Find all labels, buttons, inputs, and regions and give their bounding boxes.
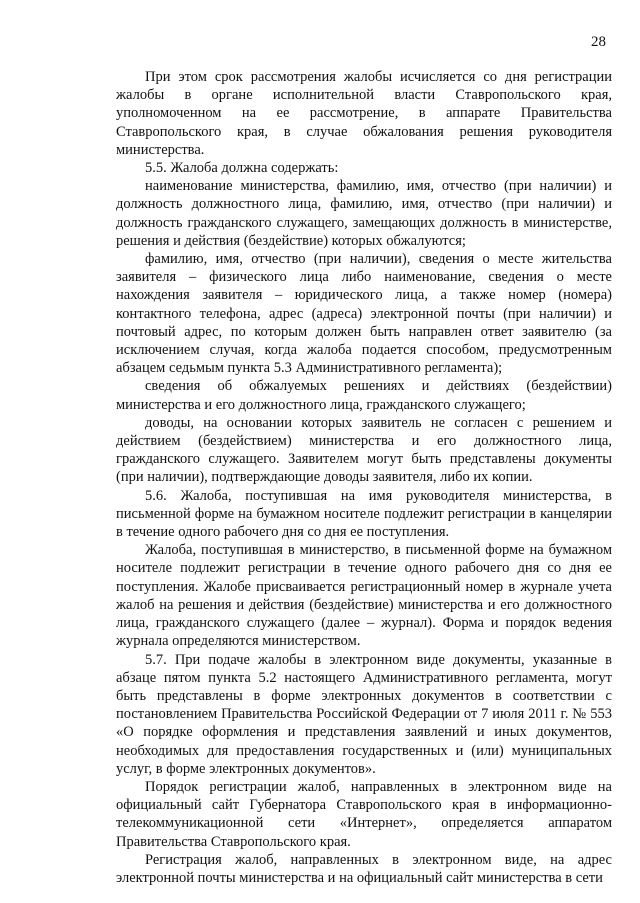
paragraph-5-7-electronic: 5.7. При подаче жалобы в электронном виде документы, указанные в абзаце пятом пункта 5.2 настоящего Административного регламента, могут быть представлены в форме электронных документов в соответствии с постановлением Правительства Российской Федерации от 7 июля 2011 г. № 553 «О порядке оформления и представления заявлений и иных документов, необходимых для предоставления государственных и (или) муниципальных услуг, в форме электронных документов». [116, 651, 612, 777]
paragraph-appealed-decisions: сведения об обжалуемых решениях и действиях (бездействии) министерства и его должностного лица, гражданского служащего; [116, 378, 612, 413]
paragraph-ministry-name: наименование министерства, фамилию, имя, отчество (при наличии) и должность должностного лица, фамилию, имя, отчество (при наличии) и должность гражданского служащего, замещающих должность в министерстве, решения и действия (бездействие) которых обжалуются; [116, 178, 612, 249]
paragraph-5-6-registration: 5.6. Жалоба, поступившая на имя руководителя министерства, в письменной форме на бумажном носителе подлежит регистрации в канцелярии в течение одного рабочего дня со дня ее поступления. [116, 487, 612, 541]
paragraph-journal: Жалоба, поступившая в министерство, в письменной форме на бумажном носителе подлежит регистрации в течение одного рабочего дня со дня ее поступления. Жалобе присваивается регистрационный номер в журнале учета жалоб на решения и действия (бездействие) министерства и его должностного лица, гражданского служащего (далее – журнал). Форма и порядок ведения журнала определяются министерством. [116, 542, 612, 650]
page-number: 28 [591, 34, 606, 50]
paragraph-governor-site: Порядок регистрации жалоб, направленных в электронном виде на официальный сайт Губернатора Ставропольского края в информационно-телекоммуникационной сети «Интернет», определяется аппаратом Правительства Ставропольского края. [116, 778, 612, 850]
paragraph-arguments: доводы, на основании которых заявитель не согласен с решением и действием (бездействием) министерства и его должностного лица, гражданского служащего. Заявителем могут быть представлены документы (при наличии), подтверждающие доводы заявителя, либо их копии. [116, 414, 612, 486]
paragraph-review-period: При этом срок рассмотрения жалобы исчисляется со дня регистрации жалобы в органе исполнительной власти Ставропольского края, уполномоченном на ее рассмотрение, в аппарате Правительства Ставропольского края, в случае обжалования решения руководителя министерства. [116, 69, 612, 158]
paragraph-5-5-heading: 5.5. Жалоба должна содержать: [145, 160, 339, 177]
document-body [116, 68, 612, 887]
paragraph-email-registration: Регистрация жалоб, направленных в электронном виде, на адрес электронной почты министерства и на официальный сайт министерства в сети [116, 851, 612, 886]
paragraph-applicant-details: фамилию, имя, отчество (при наличии), сведения о месте жительства заявителя – физического лица либо наименование, сведения о месте нахождения заявителя – юридического лица, а также номер (номера) контактного телефона, адрес (адреса) электронной почты (при наличии) и почтовый адрес, по которым должен быть направлен ответ заявителю (за исключением случая, когда жалоба подается способом, предусмотренным абзацем седьмым пункта 5.3 Административного регламента); [116, 251, 612, 377]
